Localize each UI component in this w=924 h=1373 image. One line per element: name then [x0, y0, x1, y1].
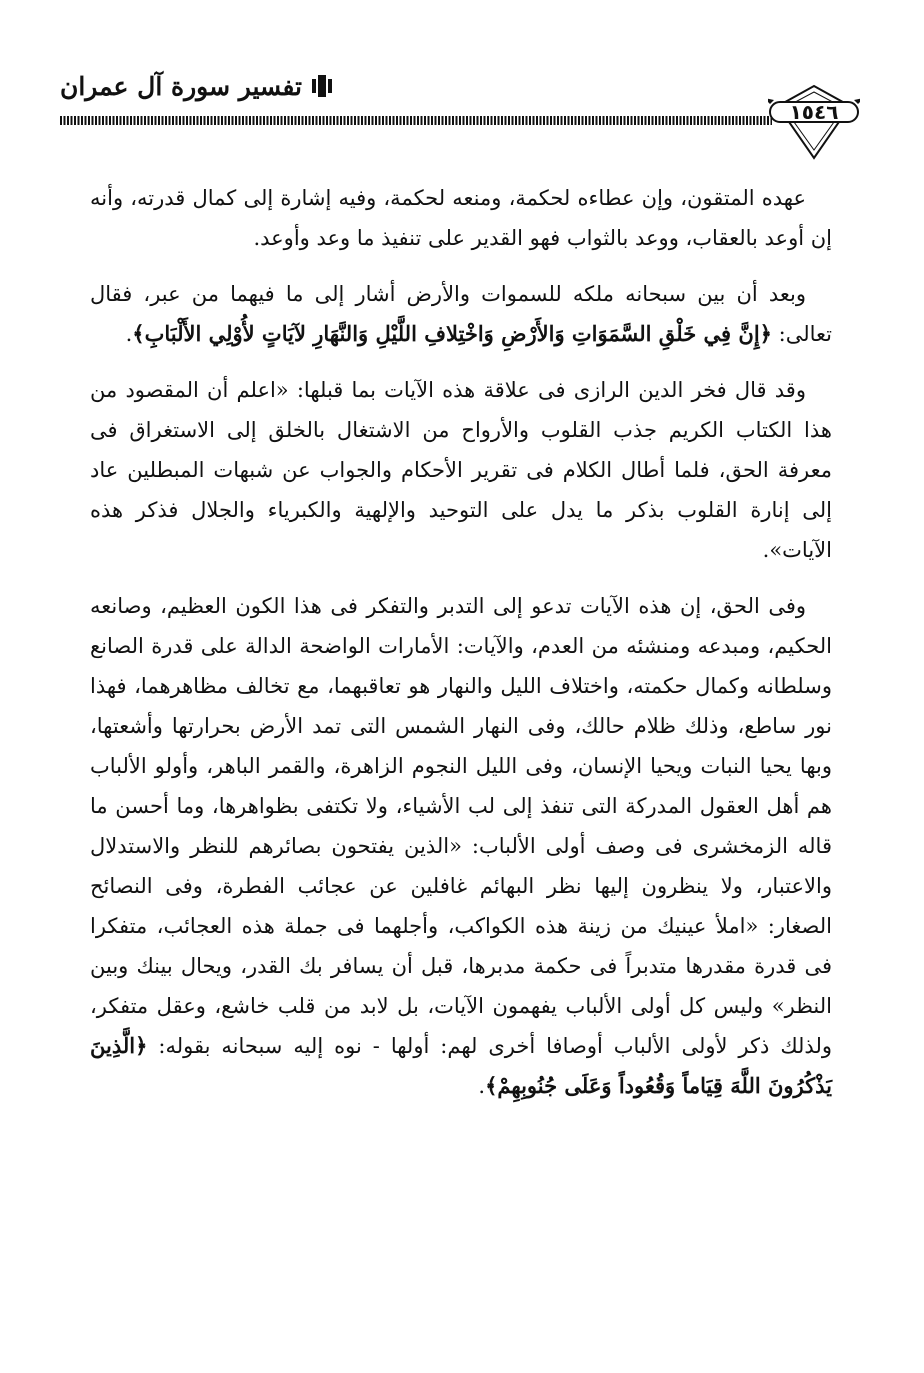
quran-close-bracket: ﴾ — [485, 1073, 498, 1098]
quran-open-bracket: ﴿ — [759, 321, 772, 346]
paragraph-2-intro: وبعد أن بين سبحانه ملكه للسموات والأرض أشار إلى ما فيهما من عبر، فقال تعالى: — [90, 282, 832, 346]
quran-close-bracket: ﴾ — [132, 321, 145, 346]
paragraph-4-intro: وفى الحق، إن هذه الآيات تدعو إلى التدبر والتفكر فى هذا الكون العظيم، وصانعه الحكيم، ومبدعه ومنشئه من العدم، والآيات: الأمارات الواضحة الدالة على قدرة الصانع وسلطانه وكمال حكمته، واختلاف الليل والنهار هو تعاقبهما، مع تخالف مظاهرهما، فهذا نور ساطع، وذلك ظلام حالك، وفى النهار الشمس التى تمد الأرض بحرارتها وأشعتها، وبها يحيا النبات ويحيا الإنسان، وفى الليل النجوم الزاهرة، والقمر الباهر، وأولو الألباب هم أهل العقول المدركة التى تنفذ إلى لب الأشياء، ولا تكتفى بظواهرها، وما أحسن ما قاله الزمخشرى فى وصف أولى الألباب: «الذين يفتحون بصائرهم للنظر والاستدلال والاعتبار، ولا ينظرون إليها نظر البهائم غافلين عن عجائب الفطرة، وفى النصائح الصغار: «املأ عينيك من زينة هذه الكواكب، وأجلهما فى جملة هذه العجائب، متفكرا فى قدرة مقدرها متدبراً فى حكمة مدبرها، قبل أن يسافر بك القدر، ويحال بينك وبين النظر» وليس كل أولى الألباب يفهمون الآيات، بل لابد من قلب خاشع، وعقل متفكر، ولذلك ذكر لأولى الألباب أوصافا أخرى لهم: أولها - نوه إليه سبحانه بقوله: — [90, 594, 832, 1058]
running-header-title: تفسير سورة آل عمران — [60, 72, 302, 101]
quran-verse: الَّذِينَ يَذْكُرُونَ اللَّهَ قِيَاماً وَقُعُوداً وَعَلَى جُنُوبِهِمْ — [90, 1033, 832, 1098]
main-text — [90, 178, 832, 1122]
quran-verse: إِنَّ فِي خَلْقِ السَّمَوَاتِ وَالأَرْضِ وَاخْتِلافِ اللَّيْلِ وَالنَّهَارِ لآيَاتٍ لأُوْلِي الأَلْبَابِ — [144, 321, 760, 346]
page-number: ١٥٤٦ — [789, 100, 839, 124]
paragraph-1: عهده المتقون، وإن عطاءه لحكمة، ومنعه لحكمة، وفيه إشارة إلى كمال قدرته، وأنه إن أوعد بالعقاب، ووعد بالثواب فهو القدير على تنفيذ ما وعد وأوعد. — [90, 186, 832, 250]
paragraph-2 — [90, 274, 832, 354]
paragraph-2-end: . — [125, 322, 133, 346]
paragraph-3: وقد قال فخر الدين الرازى فى علاقة هذه الآيات بما قبلها: «اعلم أن المقصود من هذا الكتاب الكريم جذب القلوب والأرواح من الاشتغال بالخلق إلى الاستغراق فى معرفة الحق، فلما أطال الكلام فى تقرير الأحكام والجواب عن شبهات المبطلين عاد إلى إنارة القلوب بذكر ما يدل على التوحيد والإلهية والكبرياء والجلال فذكر هذه الآيات». — [90, 378, 832, 562]
paragraph-4-end: . — [478, 1074, 486, 1098]
header-rule — [60, 116, 772, 125]
header-ornament-icon — [312, 75, 332, 97]
paragraph-4 — [90, 586, 832, 1106]
quran-open-bracket: ﴿ — [135, 1033, 148, 1058]
